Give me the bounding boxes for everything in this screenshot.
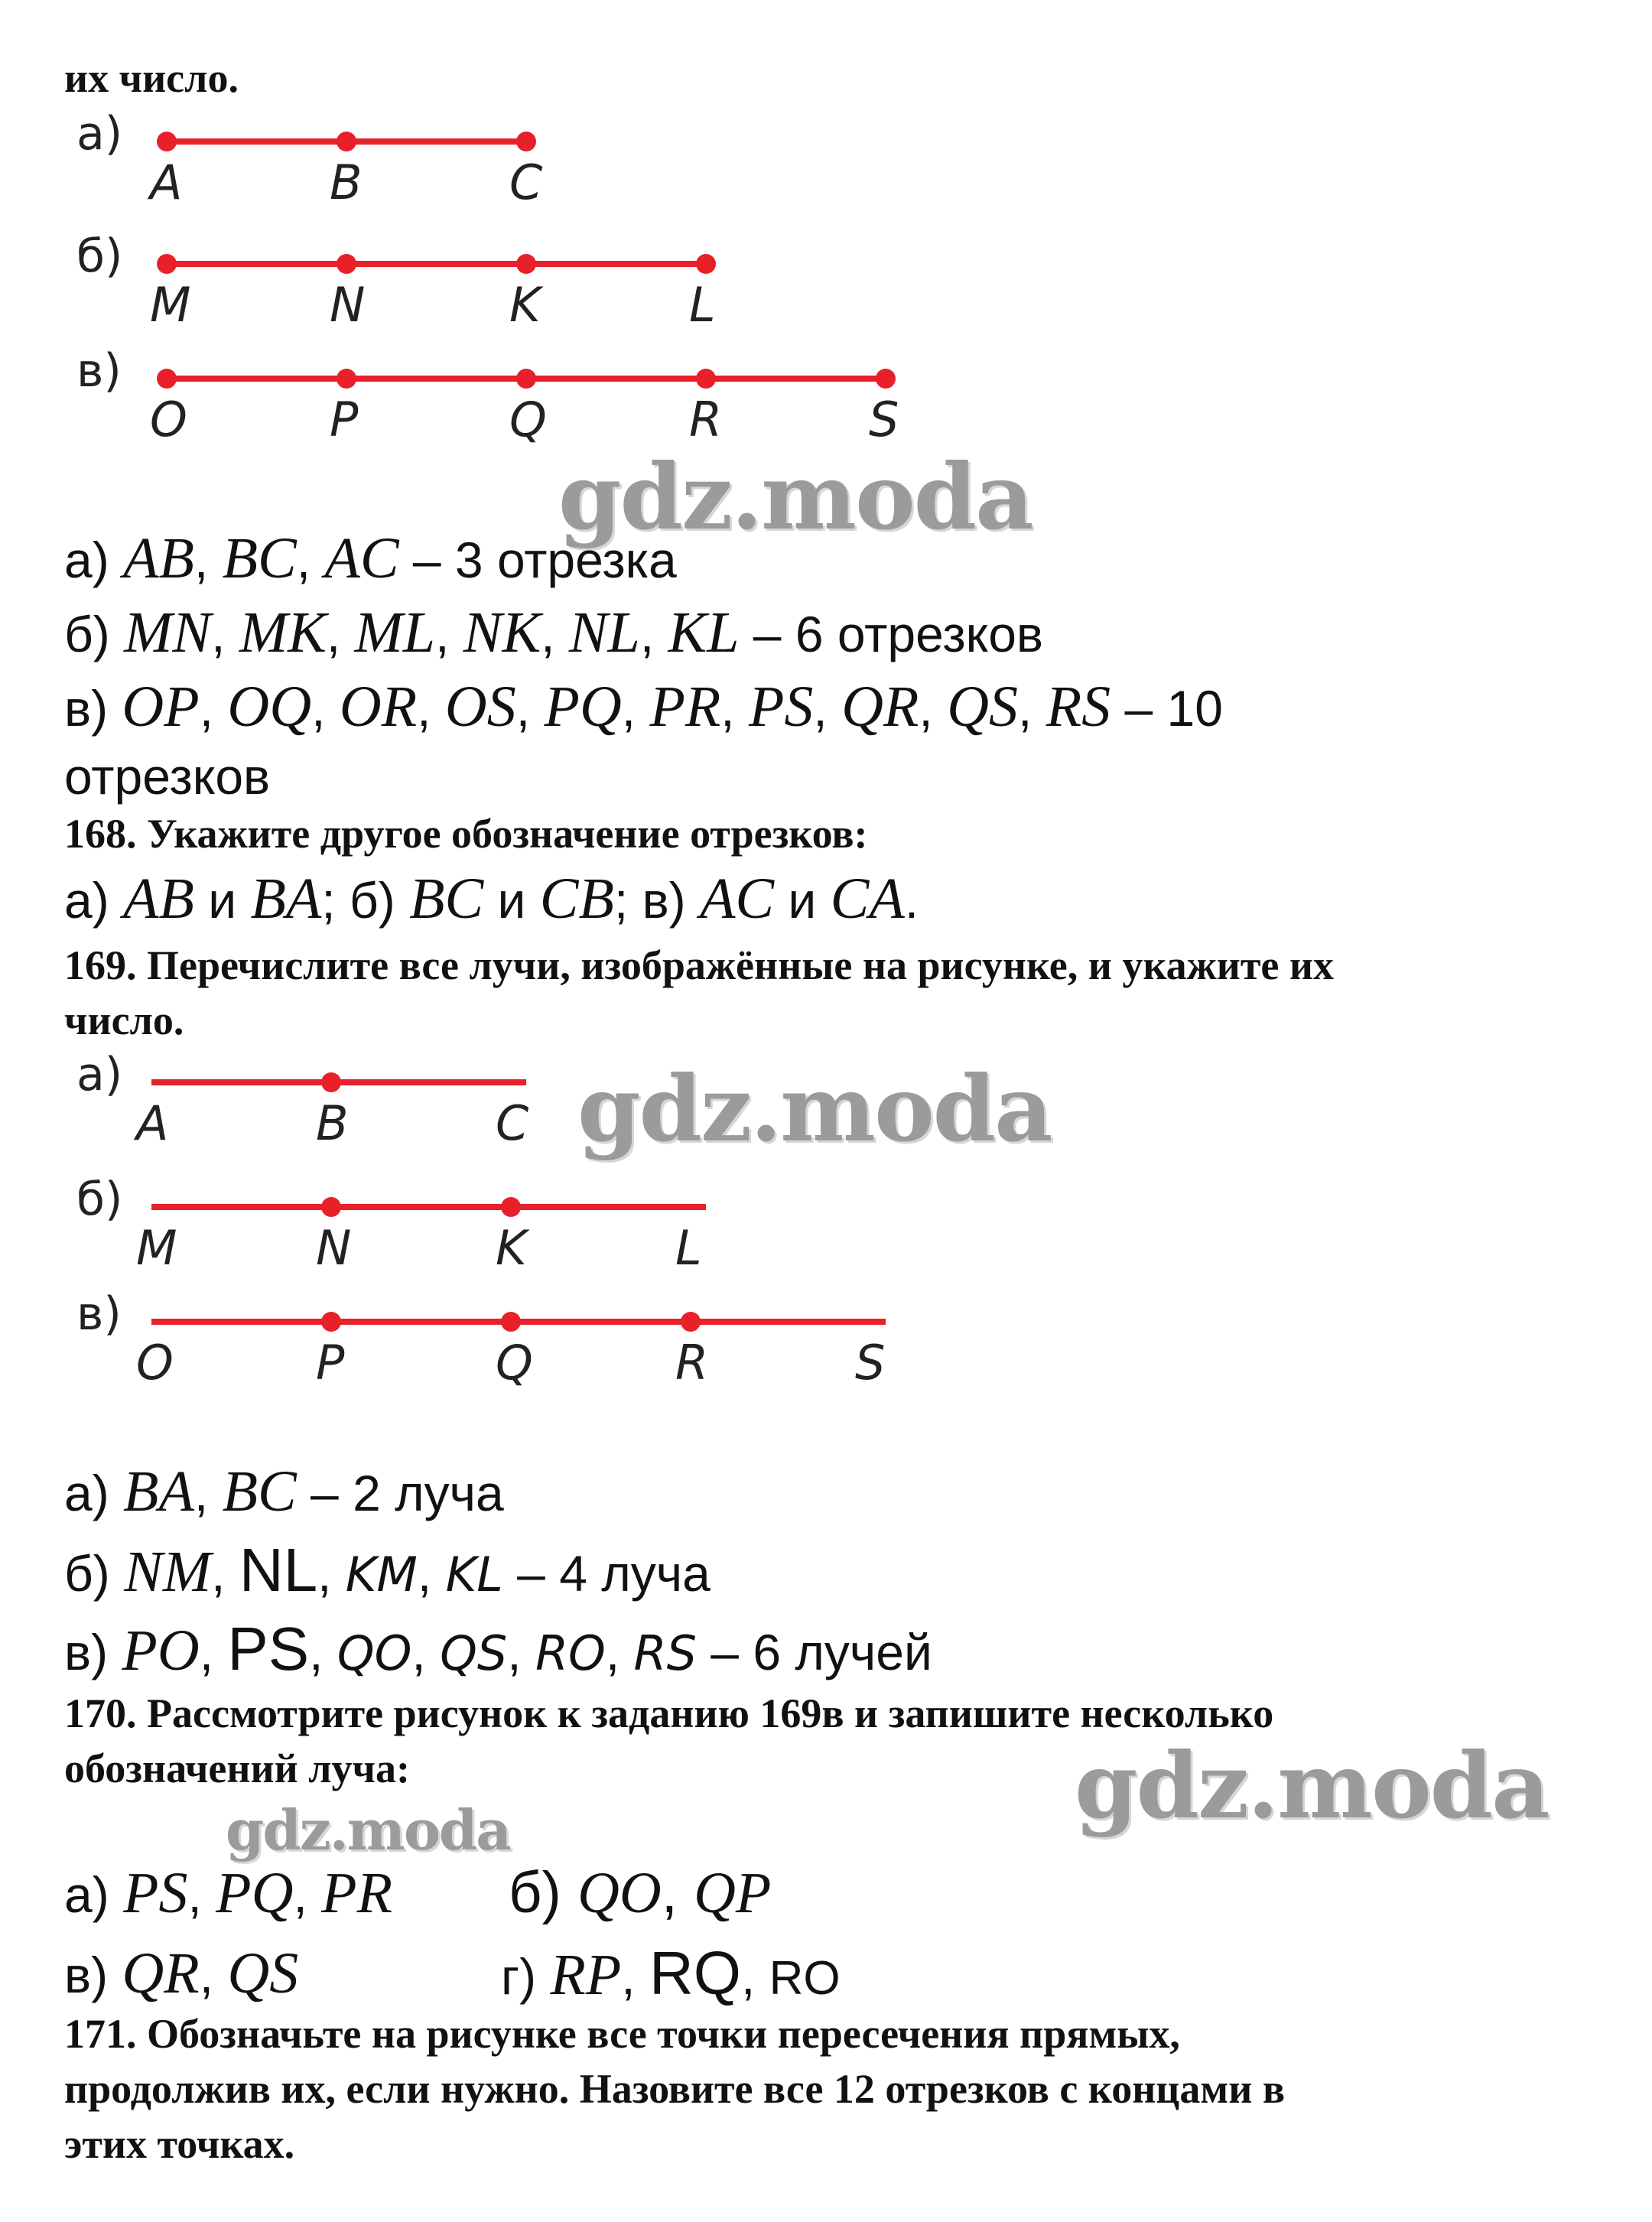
segment-QS: QS — [947, 675, 1018, 739]
fig2-point-label-N: N — [316, 1220, 352, 1276]
segment-OR: OR — [339, 675, 418, 739]
task-171-heading-line3: этих точках. — [64, 2121, 295, 2167]
answer-169-a: а) BA, BC – 2 луча — [64, 1459, 504, 1524]
segment-NK: NK — [463, 600, 541, 665]
point-R — [696, 369, 716, 389]
fig2-point-label-K: K — [496, 1220, 527, 1276]
fig2-point-K — [501, 1197, 521, 1217]
fig2-point-Q — [501, 1312, 521, 1332]
point-C — [516, 132, 536, 151]
answer-168: а) AB и BA; б) BC и CB; в) AC и CA. — [64, 867, 919, 931]
point-K — [516, 254, 536, 274]
answer-169-b: б) NM, NL, KM, KL – 4 луча — [64, 1536, 711, 1604]
task-170-heading-line2: обозначений луча: — [64, 1745, 410, 1791]
fig2-point-label-B: B — [316, 1095, 349, 1151]
fig2-point-R — [681, 1312, 701, 1332]
row-label-2: в) — [76, 344, 122, 398]
point-label-A: A — [150, 155, 183, 210]
answer-169-c: в) PO, PS, QO, QS, RO, RS – 6 лучей — [64, 1615, 932, 1683]
fig2-point-label-O: O — [136, 1335, 174, 1391]
point-label-N: N — [330, 277, 366, 333]
fig2-point-label-P: P — [316, 1335, 345, 1391]
watermark-1: gdz.moda — [558, 444, 1032, 550]
segment-OQ: OQ — [227, 675, 312, 739]
segment-PR: PR — [649, 675, 721, 739]
answer-167-a: а) AB, BC, AC – 3 отрезка — [64, 526, 677, 590]
fig2-point-N — [321, 1197, 341, 1217]
segment-ML: ML — [354, 600, 436, 665]
watermark-3: gdz.moda — [1075, 1732, 1549, 1839]
point-S — [876, 369, 896, 389]
point-A — [157, 132, 177, 151]
fig2-row-label-2: в) — [76, 1287, 122, 1341]
task-169-heading-line2: число. — [64, 997, 184, 1043]
segment-KL: KL — [668, 600, 740, 665]
fig2-point-B — [321, 1072, 341, 1092]
point-label-B: B — [330, 155, 363, 210]
row-label-0: а) — [76, 107, 123, 161]
fig2-point-label-S: S — [855, 1335, 886, 1391]
segment-PS: PS — [748, 675, 814, 739]
point-label-O: O — [150, 392, 187, 447]
task-169-heading-line1: 169. Перечислите все лучи, изображённые на рисунке, и укажите их — [64, 942, 1334, 988]
point-label-R: R — [689, 392, 723, 447]
point-label-Q: Q — [509, 392, 547, 447]
fig2-point-label-M: M — [136, 1220, 177, 1276]
row-label-1: б) — [76, 229, 123, 283]
point-N — [337, 254, 356, 274]
fig2-point-label-Q: Q — [496, 1335, 533, 1391]
fig2-row-label-0: а) — [76, 1048, 123, 1101]
point-label-C: C — [509, 155, 543, 210]
segment-MN: MN — [124, 600, 212, 665]
answer-170-a: а) PS, PQ, PR — [64, 1861, 393, 1925]
point-Q — [516, 369, 536, 389]
segment-OS: OS — [444, 675, 516, 739]
segment-OP: OP — [122, 675, 200, 739]
point-O — [157, 369, 177, 389]
segment-RS: RS — [1046, 675, 1111, 739]
fig2-row-label-1: б) — [76, 1173, 123, 1226]
answer-170-d: г) RP, RQ, RO — [501, 1939, 841, 2007]
fig2-point-label-A: A — [136, 1095, 169, 1151]
point-P — [337, 369, 356, 389]
point-label-L: L — [689, 277, 716, 333]
fig2-point-label-R: R — [675, 1335, 709, 1391]
intro-text: их число. — [64, 55, 239, 101]
point-label-S: S — [869, 392, 899, 447]
point-B — [337, 132, 356, 151]
answer-170-b: б) QO, QP — [509, 1860, 772, 1925]
segment-QR: QR — [841, 675, 919, 739]
task-170-heading-line1: 170. Рассмотрите рисунок к заданию 169в и запишите несколько — [64, 1690, 1274, 1736]
point-M — [157, 254, 177, 274]
fig2-point-label-C: C — [496, 1095, 529, 1151]
fig2-point-P — [321, 1312, 341, 1332]
segment-MK: MK — [239, 600, 327, 665]
task-168-heading: 168. Укажите другое обозначение отрезков: — [64, 811, 868, 857]
segment-PQ: PQ — [544, 675, 622, 739]
point-label-K: K — [509, 277, 541, 333]
watermark-2: gdz.moda — [577, 1056, 1052, 1162]
segment-NL: NL — [568, 600, 640, 665]
point-L — [696, 254, 716, 274]
answer-167-c-wrap: отрезков — [64, 748, 271, 805]
task-171-heading-line1: 171. Обозначьте на рисунке все точки пересечения прямых, — [64, 2011, 1180, 2057]
answer-167-b: б) MN, MK, ML, NK, NL, KL – 6 отрезков — [64, 600, 1043, 665]
fig2-point-label-L: L — [675, 1220, 702, 1276]
answer-167-c: в) OP, OQ, OR, OS, PQ, PR, PS, QR, QS, RS – 10 — [64, 675, 1223, 739]
watermark-4: gdz.moda — [226, 1797, 510, 1863]
answer-170-c: в) QR, QS — [64, 1941, 299, 2006]
point-label-P: P — [330, 392, 359, 447]
task-171-heading-line2: продолжив их, если нужно. Назовите все 12 отрезков с концами в — [64, 2066, 1285, 2112]
point-label-M: M — [150, 277, 191, 333]
